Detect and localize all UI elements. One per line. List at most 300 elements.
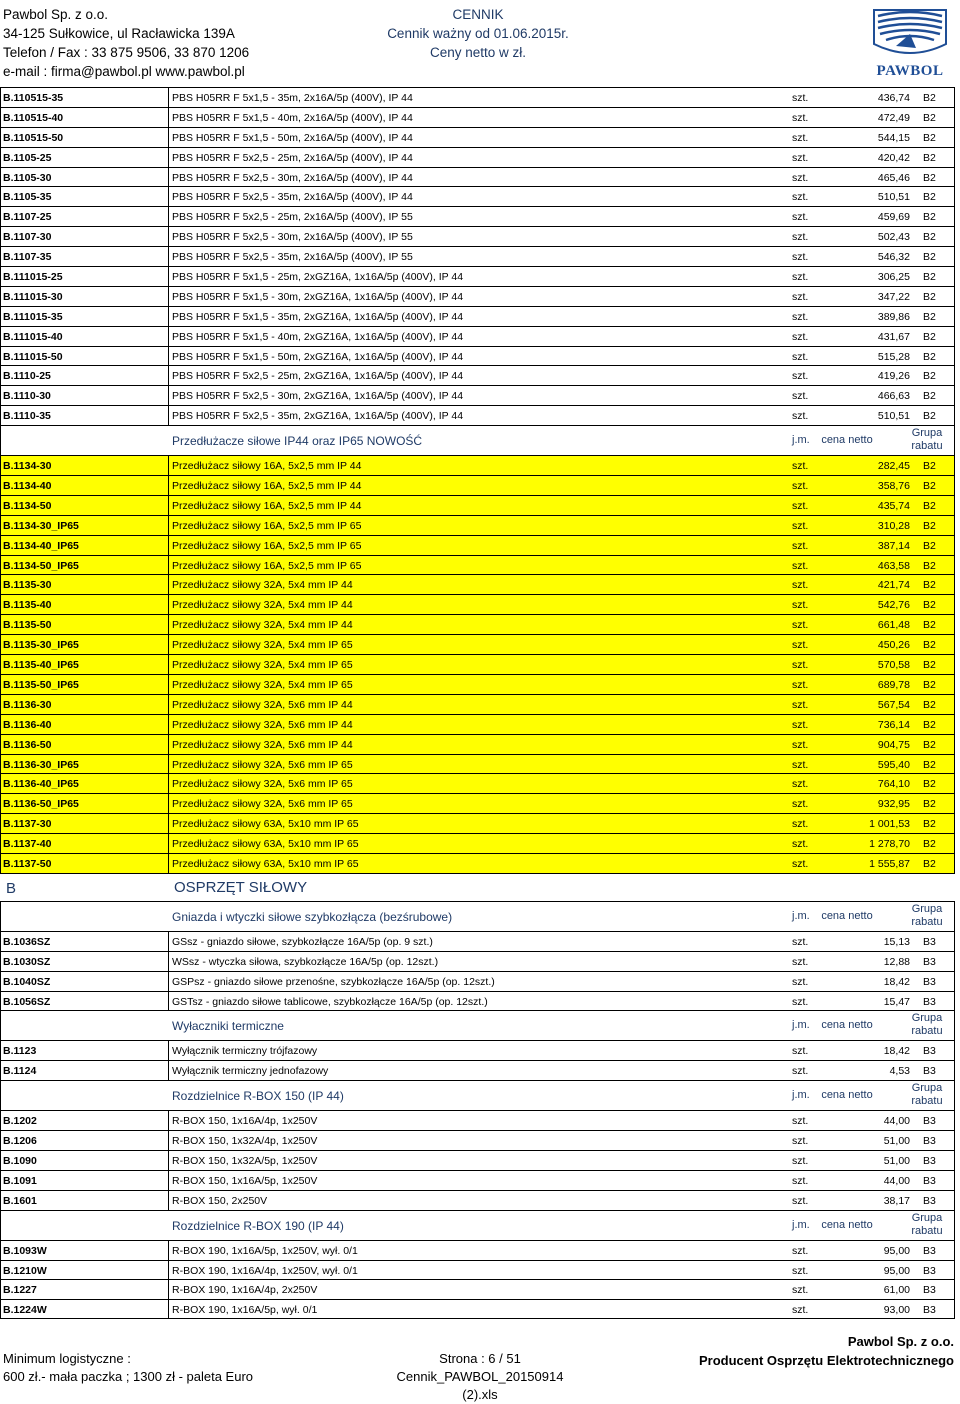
product-description: R-BOX 150, 1x16A/4p, 1x250V <box>172 1115 318 1128</box>
section-header-row <box>0 1080 955 1110</box>
cell-divider <box>954 695 955 714</box>
net-price: 689,78 <box>877 678 910 691</box>
product-code: B.1135-40 <box>3 599 52 612</box>
table-row <box>0 455 955 475</box>
unit-of-measure: szt. <box>792 639 809 652</box>
cell-divider <box>0 932 1 951</box>
document-title: CENNIK <box>452 7 504 22</box>
net-price: 347,22 <box>877 290 910 303</box>
section-title: Wyłaczniki termiczne <box>172 1019 284 1034</box>
cell-divider <box>954 1261 955 1280</box>
cell-divider <box>0 426 1 455</box>
product-description: PBS H05RR F 5x1,5 - 50m, 2x16A/5p (400V), IP 44 <box>172 131 413 144</box>
unit-of-measure: szt. <box>792 1154 809 1167</box>
product-code: B.111015-25 <box>3 271 63 284</box>
cell-divider <box>0 406 1 425</box>
discount-group: B3 <box>923 1194 936 1207</box>
product-description: Przedłużacz siłowy 32A, 5x6 mm IP 65 <box>172 778 353 791</box>
product-code: B.1601 <box>3 1194 37 1207</box>
group-header-line2: rabatu <box>911 1025 943 1038</box>
cell-divider <box>0 1300 1 1318</box>
cell-divider <box>168 536 169 555</box>
cell-divider <box>954 675 955 694</box>
table-row <box>0 634 955 654</box>
cell-divider <box>0 794 1 813</box>
unit-of-measure: szt. <box>792 1045 809 1058</box>
cell-divider <box>168 655 169 674</box>
product-description: PBS H05RR F 5x2,5 - 25m, 2x16A/5p (400V), IP 44 <box>172 151 413 164</box>
cell-divider <box>0 1191 1 1210</box>
cell-divider <box>168 456 169 475</box>
discount-group: B2 <box>923 410 936 423</box>
cell-divider <box>954 128 955 147</box>
unit-of-measure: szt. <box>792 410 809 423</box>
company-name: Pawbol Sp. z o.o. <box>3 7 109 22</box>
unit-column-header: j.m. <box>792 909 810 922</box>
table-row <box>0 206 955 226</box>
unit-of-measure: szt. <box>792 171 809 184</box>
unit-of-measure: szt. <box>792 1284 809 1297</box>
company-address: 34-125 Sułkowice, ul Racławicka 139A <box>3 26 235 41</box>
unit-of-measure: szt. <box>792 1065 809 1078</box>
section-header-row <box>0 1210 955 1240</box>
unit-of-measure: szt. <box>792 191 809 204</box>
cell-divider <box>954 1131 955 1150</box>
discount-group: B2 <box>923 499 936 512</box>
cell-divider <box>168 1131 169 1150</box>
product-code: B.1107-30 <box>3 231 52 244</box>
group-header-line2: rabatu <box>911 1095 943 1108</box>
product-description: WSsz - wtyczka siłowa, szybkozłącze 16A/5p (op. 12szt.) <box>172 955 439 968</box>
cell-divider <box>0 227 1 246</box>
net-price: 431,67 <box>877 330 910 343</box>
cell-divider <box>954 307 955 326</box>
net-price: 595,40 <box>877 758 910 771</box>
discount-group: B3 <box>923 955 936 968</box>
product-code: B.1036SZ <box>3 935 51 948</box>
product-description: Przedłużacz siłowy 63A, 5x10 mm IP 65 <box>172 838 359 851</box>
product-description: R-BOX 150, 1x32A/5p, 1x250V <box>172 1154 318 1167</box>
discount-group: B2 <box>923 698 936 711</box>
cell-divider <box>0 615 1 634</box>
group-column-header <box>905 1082 949 1108</box>
cell-divider <box>0 655 1 674</box>
cell-divider <box>168 1061 169 1080</box>
cell-divider <box>0 247 1 266</box>
product-description: R-BOX 190, 1x16A/5p, wył. 0/1 <box>172 1304 318 1317</box>
table-row <box>0 167 955 187</box>
net-price: 387,14 <box>877 539 910 552</box>
cell-divider <box>954 347 955 366</box>
discount-group: B2 <box>923 151 936 164</box>
cell-divider <box>954 1211 955 1240</box>
table-row <box>0 226 955 246</box>
discount-group: B2 <box>923 350 936 363</box>
cell-divider <box>168 406 169 425</box>
cell-divider <box>954 556 955 575</box>
product-code: B.1134-30_IP65 <box>3 519 79 532</box>
cell-divider <box>954 1061 955 1080</box>
section-header-row <box>0 425 955 455</box>
table-row <box>0 793 955 813</box>
cell-divider <box>0 1261 1 1280</box>
discount-group: B2 <box>923 480 936 493</box>
table-row <box>0 614 955 634</box>
discount-group: B2 <box>923 659 936 672</box>
cell-divider <box>0 992 1 1011</box>
title-block <box>378 5 578 62</box>
logo-emblem-icon <box>866 4 954 62</box>
product-code: B.1134-40 <box>3 480 52 493</box>
discount-group: B2 <box>923 290 936 303</box>
net-price: 51,00 <box>883 1154 910 1167</box>
product-description: Przedłużacz siłowy 16A, 5x2,5 mm IP 65 <box>172 559 362 572</box>
cell-divider <box>168 814 169 833</box>
unit-column-header: j.m. <box>792 1019 810 1032</box>
discount-group: B2 <box>923 231 936 244</box>
cell-divider <box>954 456 955 475</box>
net-price: 358,76 <box>877 480 910 493</box>
product-description: Przedłużacz siłowy 32A, 5x6 mm IP 44 <box>172 698 353 711</box>
table-row <box>0 674 955 694</box>
cell-divider <box>168 148 169 167</box>
product-description: PBS H05RR F 5x2,5 - 30m, 2x16A/5p (400V), IP 55 <box>172 231 413 244</box>
cell-divider <box>0 88 1 107</box>
net-price: 1 001,53 <box>869 818 910 831</box>
page-footer <box>0 1330 960 1402</box>
product-description: PBS H05RR F 5x2,5 - 35m, 2xGZ16A, 1x16A/5p (400V), IP 44 <box>172 410 464 423</box>
unit-of-measure: szt. <box>792 659 809 672</box>
product-code: B.1135-50 <box>3 619 52 632</box>
net-price: 420,42 <box>877 151 910 164</box>
product-code: B.1107-25 <box>3 211 52 224</box>
cell-divider <box>0 715 1 734</box>
table-row <box>0 326 955 346</box>
net-price: 306,25 <box>877 271 910 284</box>
table-row <box>0 1150 955 1170</box>
cell-divider <box>954 1041 955 1060</box>
product-code: B.1202 <box>3 1115 37 1128</box>
cell-divider <box>168 1171 169 1190</box>
footer-company-name: Pawbol Sp. z o.o. <box>847 1334 954 1349</box>
cell-divider <box>0 1131 1 1150</box>
cell-divider <box>954 247 955 266</box>
unit-of-measure: szt. <box>792 935 809 948</box>
cell-divider <box>0 755 1 774</box>
unit-of-measure: szt. <box>792 480 809 493</box>
cell-divider <box>0 972 1 991</box>
net-price: 4,53 <box>889 1065 910 1078</box>
footer-page-info <box>390 1350 570 1404</box>
product-description: Wyłącznik termiczny jednofazowy <box>172 1065 329 1078</box>
cell-divider <box>0 814 1 833</box>
cell-divider <box>168 267 169 286</box>
discount-group: B2 <box>923 778 936 791</box>
cell-divider <box>0 854 1 873</box>
product-description: Przedłużacz siłowy 32A, 5x4 mm IP 44 <box>172 619 353 632</box>
cell-divider <box>168 932 169 951</box>
cell-divider <box>0 456 1 475</box>
table-row <box>0 1060 955 1080</box>
unit-of-measure: szt. <box>792 1244 809 1257</box>
net-price: 465,46 <box>877 171 910 184</box>
cell-divider <box>0 1041 1 1060</box>
discount-group: B2 <box>923 390 936 403</box>
cell-divider <box>954 1011 955 1040</box>
net-price: 1 555,87 <box>869 857 910 870</box>
discount-group: B3 <box>923 1154 936 1167</box>
unit-of-measure: szt. <box>792 995 809 1008</box>
cell-divider <box>168 715 169 734</box>
cell-divider <box>954 715 955 734</box>
table-row <box>0 833 955 853</box>
table-row <box>0 734 955 754</box>
product-code: B.1227 <box>3 1284 37 1297</box>
net-price: 466,63 <box>877 390 910 403</box>
cell-divider <box>168 854 169 873</box>
product-code: B.111015-50 <box>3 350 63 363</box>
cell-divider <box>954 187 955 206</box>
product-code: B.1210W <box>3 1264 47 1277</box>
product-code: B.1110-35 <box>3 410 51 423</box>
discount-group: B2 <box>923 619 936 632</box>
product-code: B.1135-30 <box>3 579 52 592</box>
section-title: Przedłużacze siłowe IP44 oraz IP65 NOWOŚĆ <box>172 434 423 449</box>
net-price: 389,86 <box>877 310 910 323</box>
product-code: B.1090 <box>3 1154 37 1167</box>
net-price: 44,00 <box>883 1174 910 1187</box>
product-description: Przedłużacz siłowy 16A, 5x2,5 mm IP 65 <box>172 519 362 532</box>
cell-divider <box>954 227 955 246</box>
cell-divider <box>954 902 955 931</box>
product-description: Przedłużacz siłowy 63A, 5x10 mm IP 65 <box>172 818 359 831</box>
product-description: PBS H05RR F 5x1,5 - 50m, 2xGZ16A, 1x16A/5p (400V), IP 44 <box>172 350 464 363</box>
cell-divider <box>0 1171 1 1190</box>
unit-of-measure: szt. <box>792 231 809 244</box>
unit-of-measure: szt. <box>792 678 809 691</box>
product-description: Przedłużacz siłowy 16A, 5x2,5 mm IP 44 <box>172 460 362 473</box>
cell-divider <box>0 1061 1 1080</box>
net-price: 904,75 <box>877 738 910 751</box>
table-row <box>0 365 955 385</box>
cell-divider <box>954 1111 955 1130</box>
group-header-line2: rabatu <box>911 440 943 453</box>
unit-of-measure: szt. <box>792 539 809 552</box>
discount-group: B2 <box>923 579 936 592</box>
cell-divider <box>0 695 1 714</box>
minimum-value: 600 zł.- mała paczka ; 1300 zł - paleta Euro <box>3 1369 254 1384</box>
cell-divider <box>168 1280 169 1299</box>
net-price: 95,00 <box>883 1244 910 1257</box>
product-description: PBS H05RR F 5x2,5 - 35m, 2x16A/5p (400V), IP 55 <box>172 251 413 264</box>
table-row <box>0 931 955 951</box>
cell-divider <box>954 992 955 1011</box>
net-price: 12,88 <box>883 955 910 968</box>
discount-group: B2 <box>923 599 936 612</box>
product-code: B.1105-25 <box>3 151 52 164</box>
net-price: 515,28 <box>877 350 910 363</box>
unit-of-measure: szt. <box>792 857 809 870</box>
unit-of-measure: szt. <box>792 1304 809 1317</box>
cell-divider <box>168 307 169 326</box>
cell-divider <box>0 575 1 594</box>
cell-divider <box>954 536 955 555</box>
cell-divider <box>954 267 955 286</box>
cell-divider <box>0 347 1 366</box>
section-header-row <box>0 901 955 931</box>
product-code: B.1105-30 <box>3 171 52 184</box>
table-row <box>0 1279 955 1299</box>
cell-divider <box>168 755 169 774</box>
unit-of-measure: szt. <box>792 698 809 711</box>
discount-group: B3 <box>923 1045 936 1058</box>
net-price: 542,76 <box>877 599 910 612</box>
section-title: Rozdzielnice R-BOX 190 (IP 44) <box>172 1218 344 1233</box>
cell-divider <box>168 207 169 226</box>
cell-divider <box>168 615 169 634</box>
cell-divider <box>168 556 169 575</box>
cell-divider <box>0 307 1 326</box>
cell-divider <box>168 1191 169 1210</box>
product-code: B.1093W <box>3 1244 47 1257</box>
table-row <box>0 813 955 833</box>
table-row <box>0 991 955 1011</box>
cell-divider <box>954 794 955 813</box>
discount-group: B2 <box>923 92 936 104</box>
cell-divider <box>168 496 169 515</box>
cell-divider <box>954 595 955 614</box>
unit-of-measure: szt. <box>792 111 809 124</box>
cell-divider <box>954 287 955 306</box>
cell-divider <box>0 1211 1 1240</box>
net-price: 546,32 <box>877 251 910 264</box>
table-row <box>0 385 955 405</box>
product-description: GSTsz - gniazdo siłowe tablicowe, szybkozłącze 16A/5p (op. 12szt.) <box>172 995 488 1008</box>
net-price: 544,15 <box>877 131 910 144</box>
product-description: Przedłużacz siłowy 16A, 5x2,5 mm IP 44 <box>172 480 362 493</box>
net-price: 419,26 <box>877 370 910 383</box>
net-price: 567,54 <box>877 698 910 711</box>
product-description: PBS H05RR F 5x1,5 - 35m, 2xGZ16A, 1x16A/5p (400V), IP 44 <box>172 310 464 323</box>
cell-divider <box>954 1280 955 1299</box>
table-row <box>0 246 955 266</box>
product-code: B.1134-50 <box>3 499 52 512</box>
discount-group: B3 <box>923 935 936 948</box>
cell-divider <box>954 108 955 127</box>
product-description: Przedłużacz siłowy 32A, 5x6 mm IP 44 <box>172 738 353 751</box>
net-price: 570,58 <box>877 659 910 672</box>
cell-divider <box>0 366 1 385</box>
net-price: 38,17 <box>883 1194 910 1207</box>
net-price: 93,00 <box>883 1304 910 1317</box>
cell-divider <box>0 108 1 127</box>
net-price: 15,47 <box>883 995 910 1008</box>
price-note: Ceny netto w zł. <box>429 45 527 60</box>
discount-group: B2 <box>923 191 936 204</box>
cell-divider <box>0 1011 1 1040</box>
pawbol-logo <box>866 4 954 80</box>
unit-of-measure: szt. <box>792 310 809 323</box>
table-row <box>0 1260 955 1280</box>
product-description: PBS H05RR F 5x2,5 - 25m, 2xGZ16A, 1x16A/5p (400V), IP 44 <box>172 370 464 383</box>
table-row <box>0 535 955 555</box>
product-description: PBS H05RR F 5x1,5 - 35m, 2x16A/5p (400V), IP 44 <box>172 92 413 104</box>
group-header-line2: rabatu <box>911 1224 943 1237</box>
product-description: GSsz - gniazdo siłowe, szybkozłącze 16A/5p (op. 9 szt.) <box>172 935 433 948</box>
product-code: B.1136-50_IP65 <box>3 798 79 811</box>
cell-divider <box>0 496 1 515</box>
unit-of-measure: szt. <box>792 1264 809 1277</box>
discount-group: B2 <box>923 111 936 124</box>
section-title: Rozdzielnice R-BOX 150 (IP 44) <box>172 1089 344 1104</box>
cell-divider <box>168 227 169 246</box>
product-code: B.1137-50 <box>3 857 52 870</box>
table-row <box>0 1240 955 1260</box>
table-row <box>0 1130 955 1150</box>
product-code: B.1136-40_IP65 <box>3 778 79 791</box>
cell-divider <box>954 327 955 346</box>
cell-divider <box>168 595 169 614</box>
discount-group: B2 <box>923 798 936 811</box>
cell-divider <box>954 168 955 187</box>
cell-divider <box>954 834 955 853</box>
product-code: B.1110-25 <box>3 370 51 383</box>
cell-divider <box>954 854 955 873</box>
cell-divider <box>954 635 955 654</box>
discount-group: B3 <box>923 1065 936 1078</box>
product-description: Przedłużacz siłowy 32A, 5x6 mm IP 44 <box>172 718 353 731</box>
section-title: Gniazda i wtyczki siłowe szybkozłącza (bezśrubowe) <box>172 909 453 924</box>
cell-divider <box>0 735 1 754</box>
footer-tagline: Producent Osprzętu Elektrotechnicznego <box>699 1353 954 1368</box>
net-price: 459,69 <box>877 211 910 224</box>
unit-of-measure: szt. <box>792 1115 809 1128</box>
cell-divider <box>954 386 955 405</box>
cell-divider <box>0 267 1 286</box>
net-price: 282,45 <box>877 460 910 473</box>
cell-divider <box>168 287 169 306</box>
cell-divider <box>0 187 1 206</box>
table-row <box>0 1110 955 1130</box>
product-code: B.110515-40 <box>3 111 64 124</box>
cell-divider <box>0 148 1 167</box>
product-description: R-BOX 150, 1x32A/4p, 1x250V <box>172 1135 318 1148</box>
net-price: 661,48 <box>877 619 910 632</box>
net-price: 463,58 <box>877 559 910 572</box>
cell-divider <box>954 1241 955 1260</box>
product-code: B.1135-40_IP65 <box>3 659 79 672</box>
cell-divider <box>954 516 955 535</box>
discount-group: B2 <box>923 370 936 383</box>
discount-group: B3 <box>923 1244 936 1257</box>
unit-of-measure: szt. <box>792 211 809 224</box>
product-code: B.1040SZ <box>3 975 51 988</box>
product-code: B.1110-30 <box>3 390 51 403</box>
discount-group: B2 <box>923 271 936 284</box>
table-row <box>0 306 955 326</box>
discount-group: B2 <box>923 838 936 851</box>
unit-of-measure: szt. <box>792 390 809 403</box>
group-header-line1: Grupa <box>911 427 943 440</box>
cell-divider <box>168 108 169 127</box>
section-header-row <box>0 1010 955 1040</box>
unit-of-measure: szt. <box>792 955 809 968</box>
cell-divider <box>168 675 169 694</box>
product-description: Przedłużacz siłowy 32A, 5x4 mm IP 65 <box>172 678 353 691</box>
unit-of-measure: szt. <box>792 330 809 343</box>
cell-divider <box>168 1261 169 1280</box>
cell-divider <box>168 187 169 206</box>
